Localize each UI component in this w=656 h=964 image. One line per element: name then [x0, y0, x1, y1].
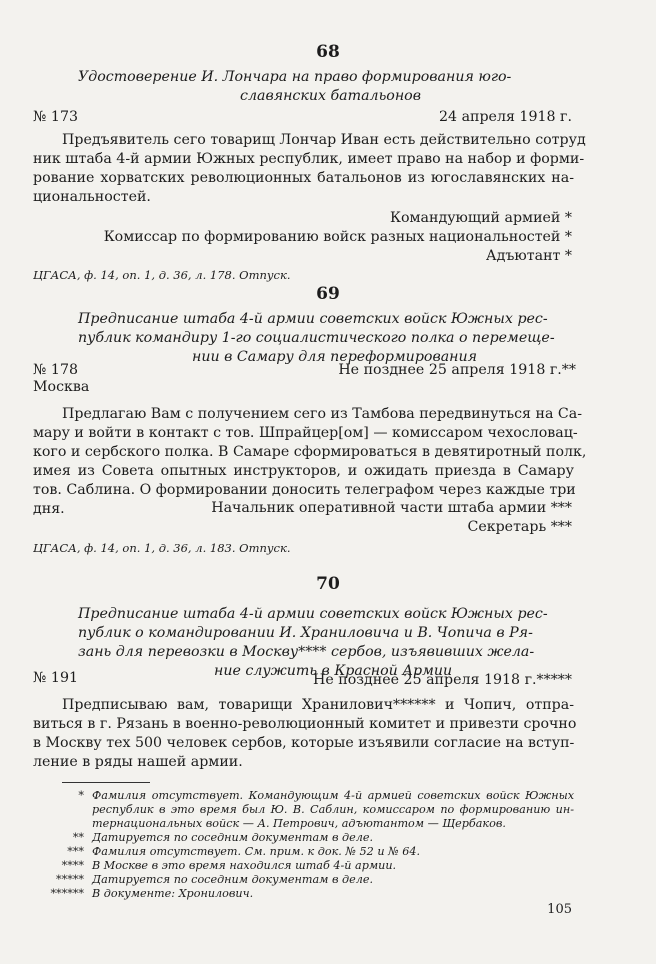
doc-69-signature-secretary: Секретарь *** — [467, 519, 572, 535]
doc-69-place: Москва — [33, 379, 90, 395]
doc-68-signature-adjutant: Адъютант * — [485, 248, 572, 264]
footnote-1-line-2: республик в это время был Ю. В. Саблин, комиссаром по формированию ин- — [92, 803, 574, 816]
doc-70-title-line-1: Предписание штаба 4-й армии советских войск Южных рес- — [78, 606, 548, 622]
footnote-6-line-1: В документе: Хронилович. — [92, 887, 254, 900]
doc-69-title-line-3: нии в Самару для переформирования — [192, 349, 478, 365]
doc-68-title-line-1: Удостоверение И. Лончара на право формирования юго- — [78, 69, 512, 85]
doc-70-title-line-4: ние служить в Красной Армии — [214, 663, 453, 679]
doc-69-body-line-3: кого и сербского полка. В Самаре сформироваться в девятиротный полк, — [33, 444, 587, 460]
doc-69-body-line-5: тов. Саблина. О формировании доносить телеграфом через каждые три — [33, 482, 576, 498]
doc-70-number: 70 — [316, 574, 340, 594]
doc-68-archive-source: ЦГАСА, ф. 14, оп. 1, д. 36, л. 178. Отпуск. — [33, 268, 291, 282]
doc-68-number: 68 — [316, 42, 340, 62]
doc-69-reg-number: № 178 — [33, 362, 79, 378]
doc-68-signature-commissar: Комиссар по формированию войск разных национальностей * — [103, 229, 572, 245]
doc-69-date: Не позднее 25 апреля 1918 г.** — [338, 362, 576, 378]
doc-70-body-line-3: в Москву тех 500 человек сербов, которые изъявили согласие на вступ- — [33, 735, 575, 751]
doc-70-body-line-4: ление в ряды нашей армии. — [33, 754, 243, 770]
doc-68-body-line-2: ник штаба 4-й армии Южных республик, имеет право на набор и форми- — [33, 151, 585, 167]
footnote-4-line-1: В Москве в это время находился штаб 4-й армии. — [92, 859, 397, 872]
doc-68-title-line-2: славянских батальонов — [240, 88, 421, 104]
footnote-1-line-1: Фамилия отсутствует. Командующим 4-й армией советских войск Южных — [92, 789, 574, 802]
doc-70-title-line-2: публик о командировании И. Храниловича и В. Чопича в Ря- — [78, 625, 533, 641]
footnote-1-mark: * — [78, 789, 84, 802]
doc-70-reg-number: № 191 — [33, 670, 79, 686]
footnote-5-line-1: Датируется по соседним документам в деле. — [92, 873, 374, 886]
doc-68-signature-commander: Командующий армией * — [389, 210, 572, 226]
footnote-2-line-1: Датируется по соседним документам в деле. — [92, 831, 374, 844]
footnote-2-mark: ** — [72, 831, 84, 844]
doc-70-body-line-2: виться в г. Рязань в военно-революционный комитет и привезти срочно — [33, 716, 577, 732]
doc-69-archive-source: ЦГАСА, ф. 14, оп. 1, д. 36, л. 183. Отпуск. — [33, 541, 291, 555]
doc-70-date: Не позднее 25 апреля 1918 г.***** — [313, 672, 572, 688]
footnote-3-mark: *** — [67, 845, 84, 858]
doc-69-body-line-2: мару и войти в контакт с тов. Шпрайцер[ом] — комиссаром чехословац- — [33, 425, 578, 441]
page-number: 105 — [547, 902, 572, 917]
doc-70-body-line-1: Предписываю вам, товарищи Хранилович****** и Чопич, отпра- — [62, 697, 574, 713]
footnote-4-mark: **** — [61, 859, 84, 872]
doc-70-title-line-3: зань для перевозки в Москву**** сербов, изъявивших жела- — [78, 644, 535, 660]
doc-68-body-line-3: рование хорватских революционных батальонов из югославянских на- — [33, 170, 574, 186]
doc-69-title-line-2: публик командиру 1-го социалистического полка о перемеще- — [78, 330, 555, 346]
footnote-1-line-3: тернациональных войск — А. Петрович, адъютантом — Щербаков. — [92, 817, 506, 830]
doc-68-body-line-4: циональностей. — [33, 189, 151, 205]
footnote-5-mark: ***** — [56, 873, 84, 886]
doc-69-signature-chief: Начальник оперативной части штаба армии *** — [211, 500, 572, 516]
footnote-6-mark: ****** — [50, 887, 84, 900]
doc-69-body-line-6: дня. — [33, 501, 65, 517]
doc-69-title-line-1: Предписание штаба 4-й армии советских войск Южных рес- — [78, 311, 548, 327]
doc-69-body-line-1: Предлагаю Вам с получением сего из Тамбова передвинуться на Са- — [62, 406, 583, 422]
doc-69-body-line-4: имея из Совета опытных инструкторов, и ожидать приезда в Самару — [33, 463, 574, 479]
doc-68-body-line-1: Предъявитель сего товарищ Лончар Иван есть действительно сотруд — [62, 132, 586, 148]
doc-68-date: 24 апреля 1918 г. — [439, 109, 572, 125]
footnote-3-line-1: Фамилия отсутствует. См. прим. к док. № 52 и № 64. — [92, 845, 421, 858]
doc-68-reg-number: № 173 — [33, 109, 79, 125]
doc-69-number: 69 — [316, 284, 340, 304]
footnote-separator — [62, 782, 150, 783]
